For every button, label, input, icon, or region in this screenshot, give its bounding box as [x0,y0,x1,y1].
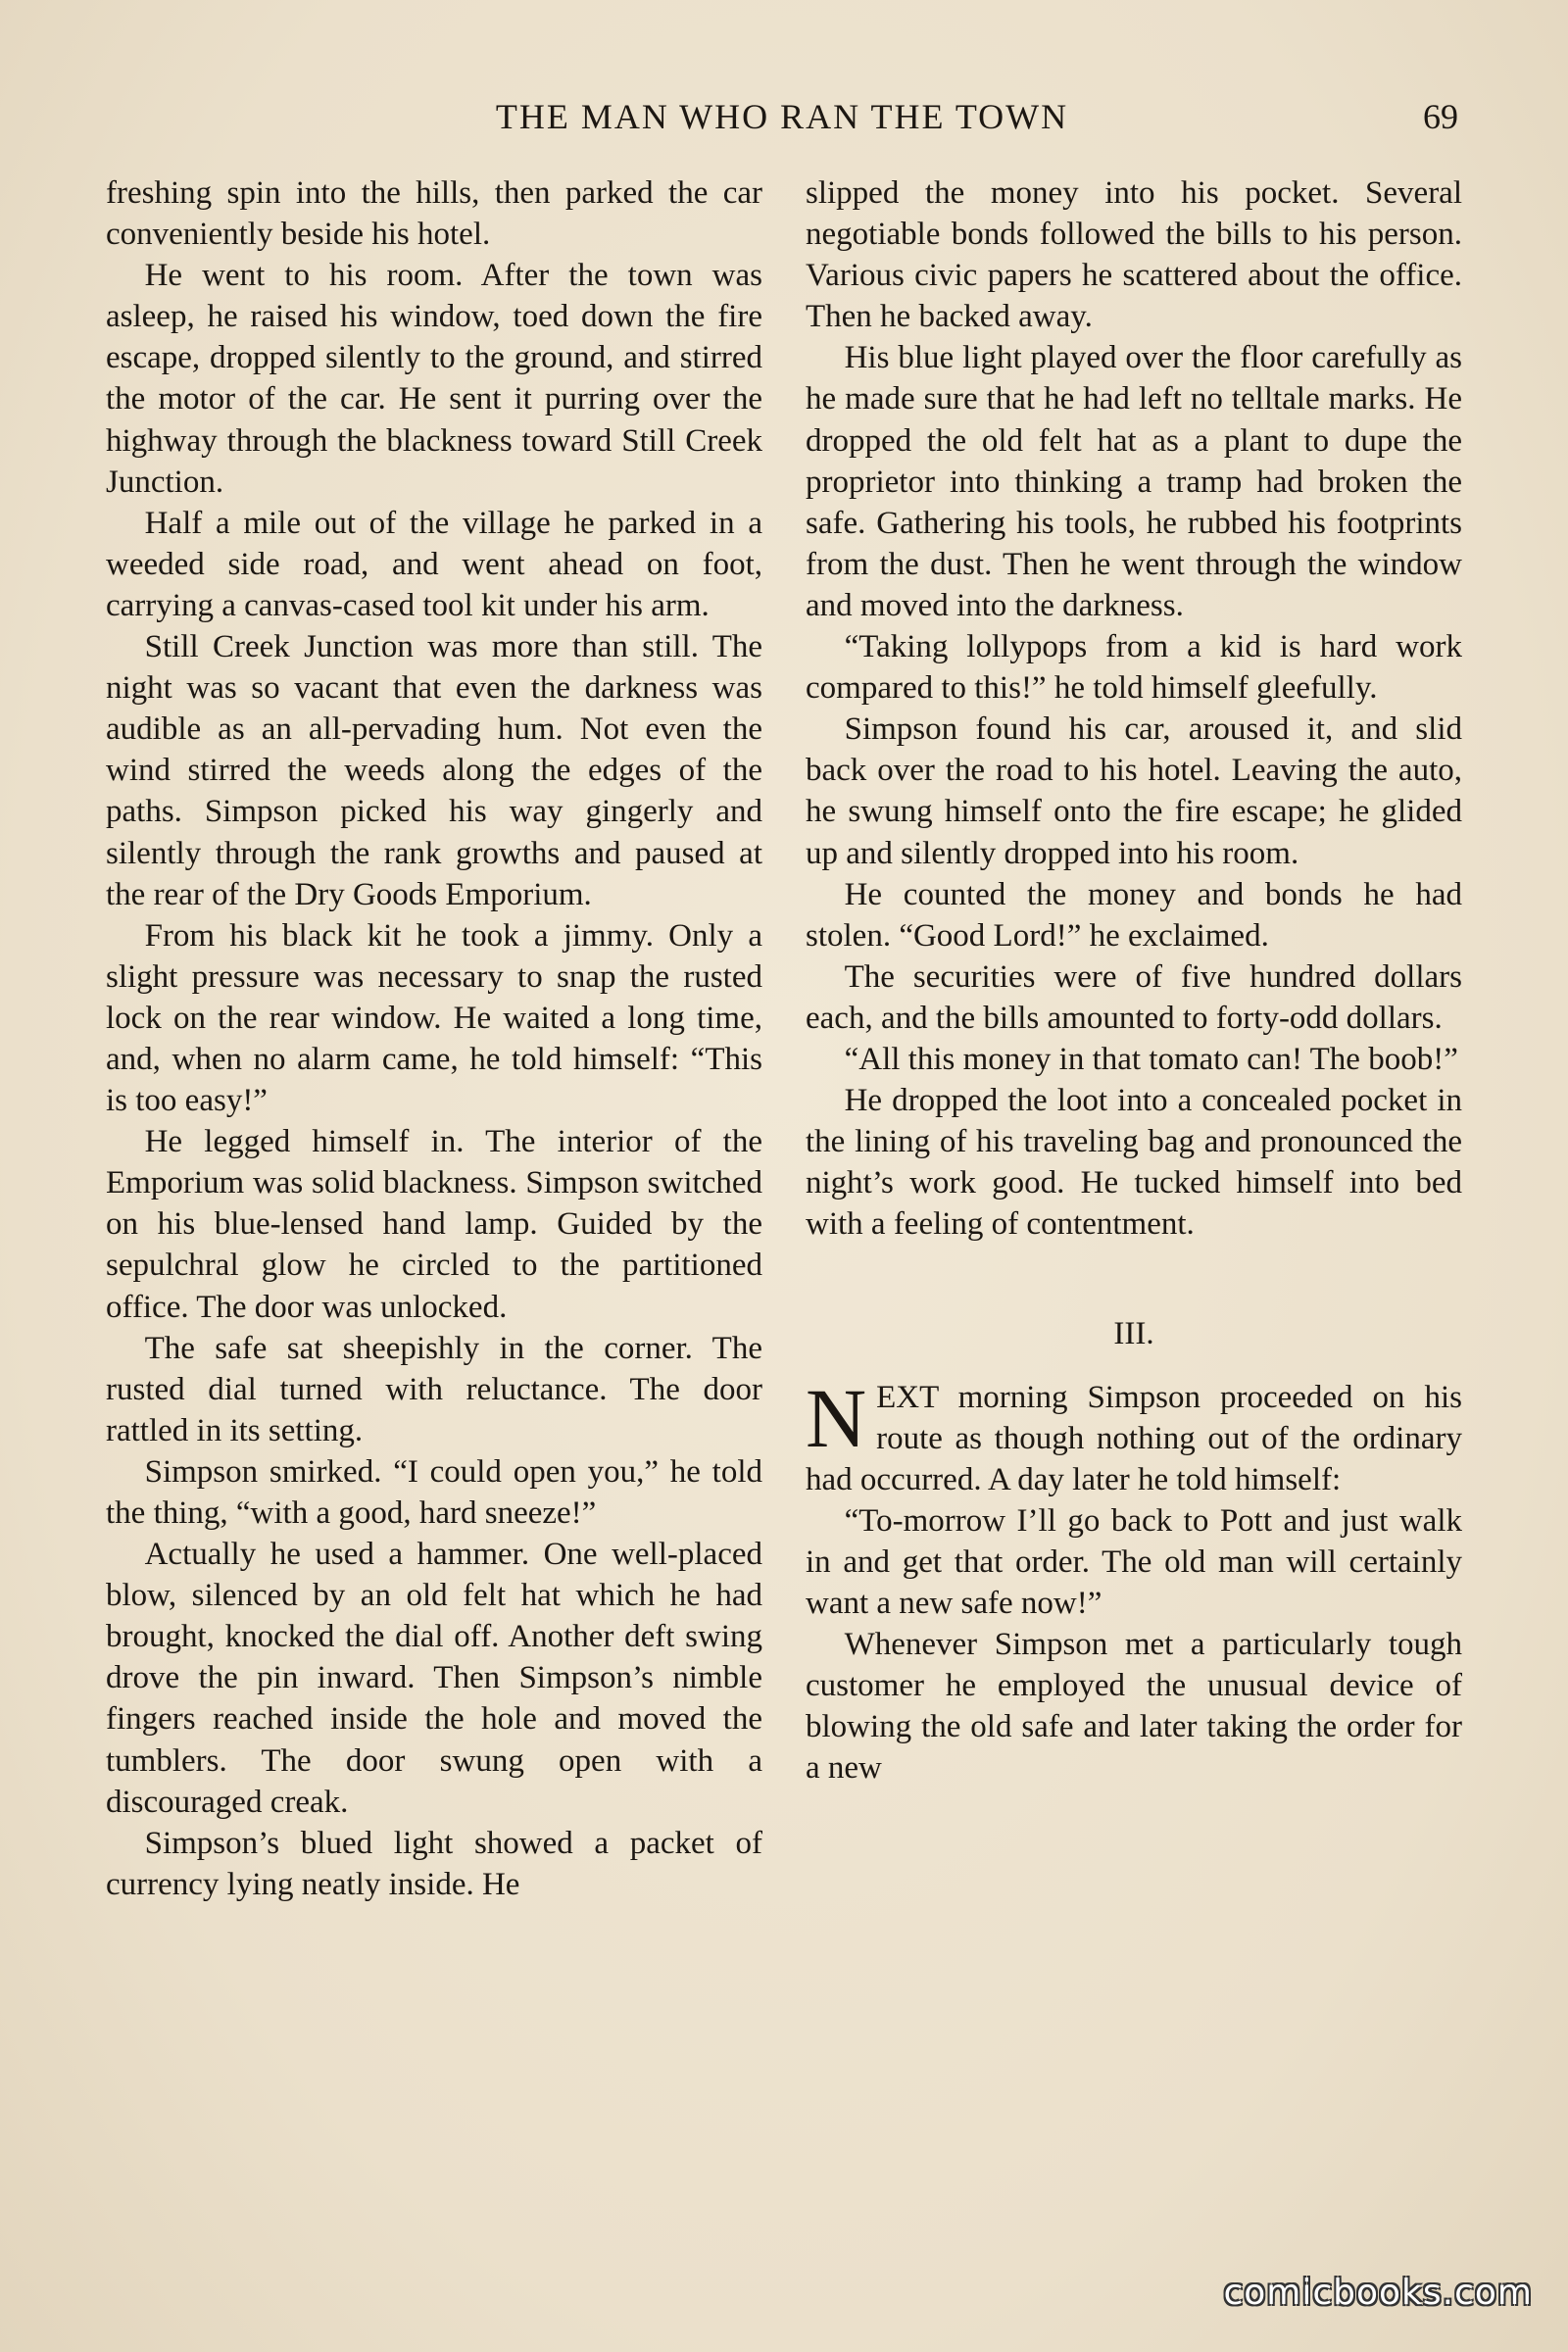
paragraph: “Taking lollypops from a kid is hard work compared to this!” he told himself gleefully. [806,629,1462,707]
paragraph: Still Creek Junction was more than still. The night was so vacant that even the darkness was audible as an all-pervading hum. Not even the wind stirred the weeds along the edges of the paths. Simpson picked his way gingerly and silently through the rank growths and paused at the rear of the Dry Goods Emporium. [106,629,762,912]
paragraph: He legged himself in. The interior of the Emporium was solid blackness. Simpson switched on his blue-lensed hand lamp. Guided by the sepulchral glow he circled to the partitioned office. The door was unlocked. [106,1124,762,1325]
paragraph: Simpson smirked. “I could open you,” he told the thing, “with a good, hard sneeze!” [106,1453,762,1531]
section-heading: III. [1113,1316,1154,1352]
paragraph: He counted the money and bonds he had stolen. “Good Lord!” he exclaimed. [806,876,1462,954]
paragraph: He dropped the loot into a concealed pocket in the lining of his traveling bag and pronounced the night’s work good. He tucked himself into bed with a feeling of contentment. [806,1083,1462,1243]
left-column [106,172,762,1905]
watermark: comicbooks.com [1223,2273,1533,2313]
paragraph: Whenever Simpson met a particularly tough customer he employed the unusual device of blowing the old safe and later taking the order for a new [806,1627,1462,1787]
paragraph: Simpson found his car, aroused it, and slid back over the road to his hotel. Leaving the auto, he swung himself onto the fire escape; he glided up and silently dropped into his room. [806,711,1462,871]
running-head: THE MAN WHO RAN THE TOWN [495,97,1069,136]
paragraph: The securities were of five hundred dollars each, and the bills amounted to forty-odd dollars. [806,958,1462,1036]
opening-text: EXT morning Simpson proceeded on his route as though nothing out of the ordinary had occurred. A day later he told himself: [806,1379,1462,1497]
paragraph: “All this money in that tomato can! The boob!” [844,1041,1458,1077]
paragraph: Half a mile out of the village he parked in a weeded side road, and went ahead on foot, carrying a canvas-cased tool kit under his arm. [106,505,762,623]
paragraph: From his black kit he took a jimmy. Only a slight pressure was necessary to snap the rusted lock on the rear window. He waited a long time, and, when no alarm came, he told himself: “This is too easy!” [106,917,762,1119]
paragraph: The safe sat sheepishly in the corner. The rusted dial turned with reluctance. The door rattled in its setting. [106,1330,762,1448]
page-header [106,96,1458,145]
paragraph: “To-morrow I’ll go back to Pott and just walk in and get that order. The old man will certainly want a new safe now!” [806,1502,1462,1621]
paragraph: Simpson’s blued light showed a packet of currency lying neatly inside. He [106,1825,762,1902]
paragraph: Actually he used a hammer. One well-placed blow, silenced by an old felt hat which he had brought, knocked the dial off. Another deft swing drove the pin inward. Then Simpson’s nimble fingers reached inside the hole and moved the tumblers. The door swung open with a discouraged creak. [106,1537,762,1820]
paragraph: He went to his room. After the town was asleep, he raised his window, toed down the fire escape, dropped silently to the ground, and stirred the motor of the car. He sent it purring over the highway through the blackness toward Still Creek Junction. [106,258,762,500]
drop-cap: N [806,1370,867,1465]
right-column [806,172,1462,1788]
paragraph: slipped the money into his pocket. Several negotiable bonds followed the bills to his person. Various civic papers he scattered about the office. Then he backed away. [806,175,1462,335]
paragraph: freshing spin into the hills, then parked the car conveniently beside his hotel. [106,175,762,253]
paragraph: His blue light played over the floor carefully as he made sure that he had left no telltale marks. He dropped the old felt hat as a plant to dupe the proprietor into thinking a tramp had broken the safe. Gathering his tools, he rubbed his footprints from the dust. Then he went through the window and moved into the darkness. [806,340,1462,623]
section-opening-paragraph [806,1370,1462,1500]
page-number: 69 [1423,97,1458,136]
